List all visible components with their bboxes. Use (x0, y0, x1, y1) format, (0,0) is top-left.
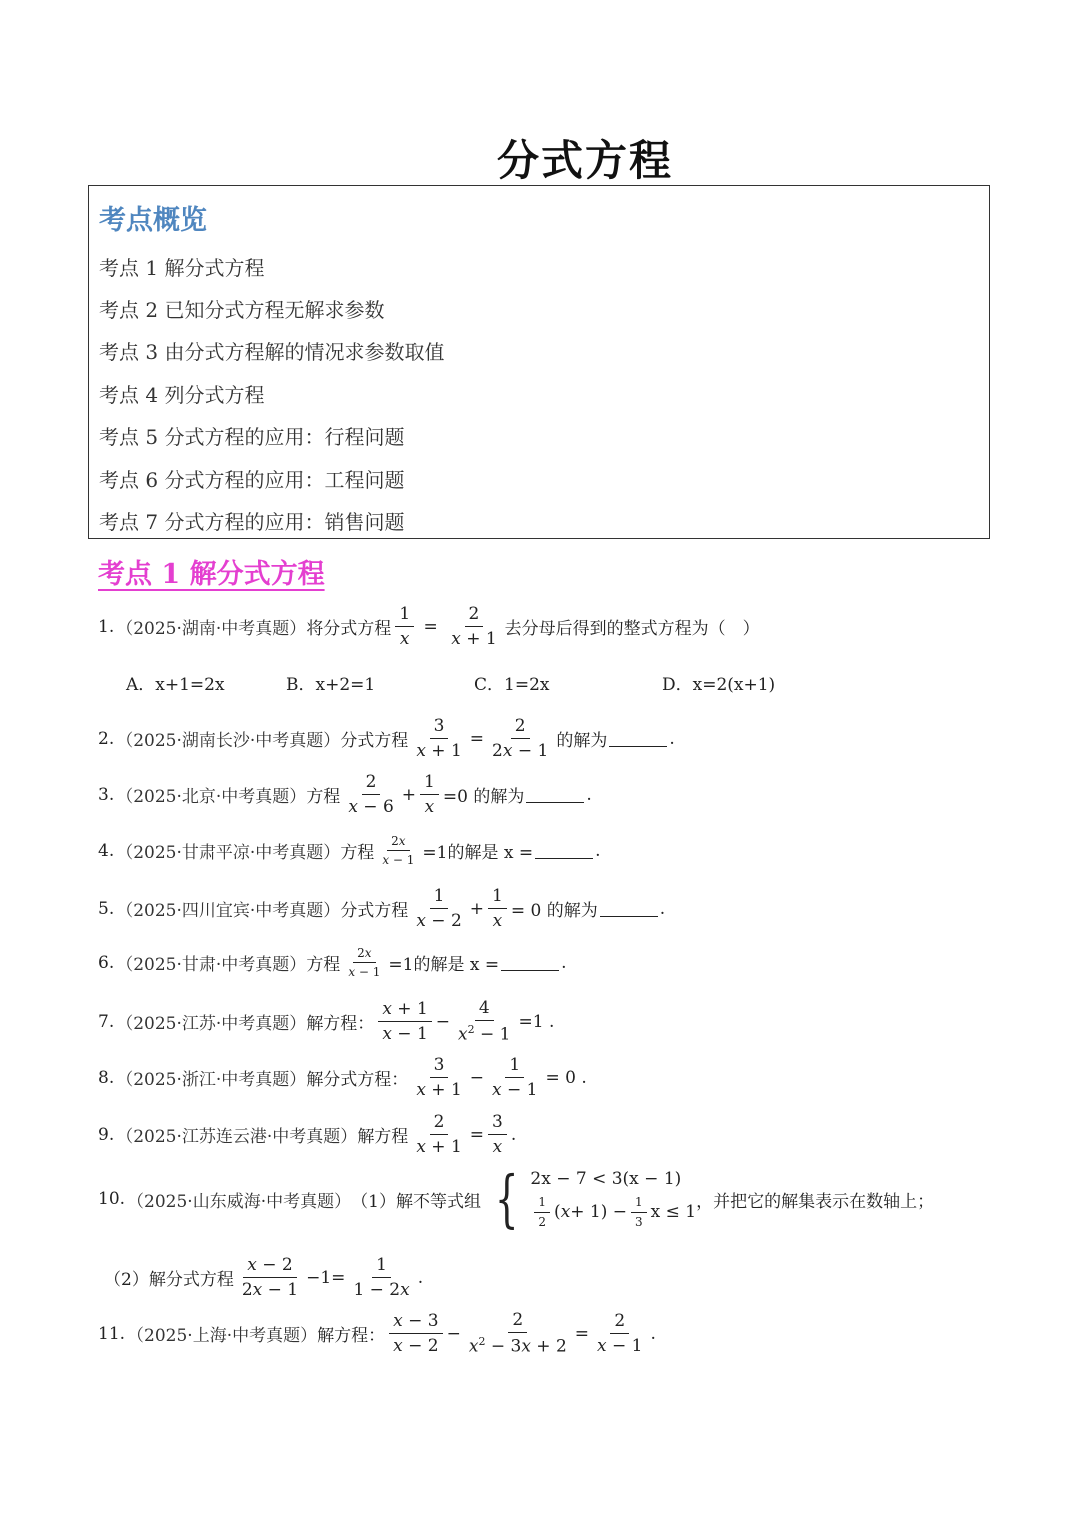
question-source: （2025·甘肃·中考真题） (116, 955, 307, 976)
question-7: 7. （2025·江苏·中考真题） 解方程： $\frac{x + 1}{x - 1}$ − $\frac{4}{x^2 - 1}$ =1 . (98, 998, 555, 1046)
fraction: $\frac{4}{x^2 - 1}$ (458, 998, 511, 1046)
overview-item: 考点 2 已知分式方程无解求参数 (99, 298, 385, 322)
fraction: $\frac{x - 3}{x - 2}$ (389, 1311, 442, 1357)
question-4: 4. （2025·甘肃平凉·中考真题） 方程 $\frac{2x}{x - 1}$ =1的解是 x = . (98, 834, 601, 868)
fraction: $\frac{1}{x}$ (420, 772, 439, 818)
fraction: $\frac{2}{x - 6}$ (348, 772, 394, 818)
fraction: $\frac{x + 1}{x - 1}$ (378, 999, 431, 1045)
question-source: （2025·江苏连云港·中考真题） (116, 1127, 358, 1148)
question-2: 2. （2025·湖南长沙·中考真题） 分式方程 $\frac{3}{x + 1}$ = $\frac{2}{2x - 1}$ 的解为 . (98, 716, 675, 762)
fraction: $\frac{1}{1 - 2x}$ (353, 1255, 410, 1301)
question-text: ，并把它的解集表示在数轴上； (696, 1191, 935, 1212)
question-source: （2025·湖南·中考真题） (116, 619, 307, 640)
fraction: $\frac{2}{x^2 - 3x + 2}$ (468, 1310, 567, 1358)
question-source: （2025·上海·中考真题） (127, 1326, 318, 1347)
fraction: $\frac{2}{2x - 1}$ (492, 716, 549, 762)
question-text: 方程 (306, 787, 341, 808)
question-text: 解方程： (306, 1014, 375, 1035)
question-text: （1）解不等式组 (351, 1191, 481, 1212)
inequality-1: 2x − 7 < 3(x − 1) (530, 1169, 682, 1190)
page-title: 分式方程 (496, 136, 673, 185)
question-8: 8. （2025·浙江·中考真题） 解分式方程： $\frac{3}{x + 1}$ − $\frac{1}{x - 1}$ = 0 . (98, 1055, 587, 1101)
inequality-2-tail: x ≤ 1 (650, 1202, 697, 1222)
section-heading: 考点 1 解分式方程 (98, 559, 325, 590)
question-number: 4. (98, 840, 115, 861)
question-number: 11. (98, 1323, 126, 1344)
fraction: $\frac{3}{x}$ (488, 1112, 507, 1158)
fraction: $\frac{1}{x - 1}$ (492, 1055, 538, 1101)
question-text: 的解为 (556, 731, 608, 752)
question-text: =0 的解为 (442, 787, 525, 808)
question-text: =1的解是 x = (422, 843, 534, 864)
choice-b: B．x+2=1 (286, 675, 376, 695)
question-source: （2025·四川宜宾·中考真题） (116, 901, 341, 922)
overview-item: 考点 7 分式方程的应用：销售问题 (99, 510, 405, 534)
question-text: = 0 的解为 (510, 901, 598, 922)
question-1: 1. （2025·湖南·中考真题） 将分式方程 $\frac{1}{x}$ = $\frac{2}{x + 1}$ 去分母后得到的整式方程为（ ） (98, 604, 760, 650)
question-text: 解方程 (357, 1127, 409, 1148)
fraction: $\frac{2}{x + 1}$ (416, 1112, 462, 1158)
overview-heading: 考点概览 (99, 205, 207, 236)
answer-blank (535, 842, 593, 859)
choice-a: A．x+1=2x (126, 675, 225, 695)
fraction: $\frac{1}{x}$ (395, 604, 414, 650)
question-source: （2025·甘肃平凉·中考真题） (116, 843, 341, 864)
overview-item: 考点 3 由分式方程解的情况求参数取值 (99, 340, 445, 364)
overview-item: 考点 5 分式方程的应用：行程问题 (99, 425, 405, 449)
question-text: 解分式方程： (306, 1070, 409, 1091)
fraction: $\frac{1}{x}$ (488, 886, 507, 932)
question-text: 分式方程 (340, 731, 409, 752)
question-text: 解方程： (317, 1326, 386, 1347)
question-5: 5. （2025·四川宜宾·中考真题） 分式方程 $\frac{1}{x - 2}$ + $\frac{1}{x}$ = 0 的解为 . (98, 886, 666, 932)
question-number: 8. (98, 1067, 115, 1088)
answer-blank (526, 786, 584, 803)
question-text: 方程 (306, 955, 341, 976)
answer-blank (501, 954, 559, 971)
question-source: （2025·江苏·中考真题） (116, 1014, 307, 1035)
answer-blank (609, 730, 667, 747)
question-10 (98, 1162, 935, 1235)
fraction: $\frac{2x}{x - 1}$ (348, 946, 381, 980)
fraction: $\frac{x - 2}{2x - 1}$ (241, 1255, 299, 1301)
fraction: $\frac{3}{x + 1}$ (416, 716, 462, 762)
inequality-2: $\frac{1}{2}$ ( x + 1) − $\frac{1}{3}$ x ≤ 1 (530, 1195, 696, 1229)
choice-d: D．x=2(x+1) (662, 675, 776, 695)
question-text: =1的解是 x = (388, 955, 500, 976)
fraction: $\frac{2}{x + 1}$ (451, 604, 497, 650)
question-source: （2025·浙江·中考真题） (116, 1070, 307, 1091)
question-text: 将分式方程 (306, 619, 392, 640)
question-number: 6. (98, 952, 115, 973)
question-source: （2025·湖南长沙·中考真题） (116, 731, 341, 752)
question-number: 7. (98, 1011, 115, 1032)
question-text: . (417, 1267, 424, 1288)
overview-item: 考点 4 列分式方程 (99, 383, 265, 407)
question-text: . (510, 1124, 517, 1145)
question-source: （2025·北京·中考真题） (116, 787, 307, 808)
question-text: 方程 (340, 843, 375, 864)
fraction: $\frac{3}{x + 1}$ (416, 1055, 462, 1101)
choice-c: C．1=2x (474, 675, 550, 695)
question-text: 分式方程 (340, 901, 409, 922)
answer-blank (600, 900, 658, 917)
question-3: 3. （2025·北京·中考真题） 方程 $\frac{2}{x - 6}$ + $\frac{1}{x}$ =0 的解为 . (98, 772, 592, 818)
question-10-part-2: （2）解分式方程 $\frac{x - 2}{2x - 1}$ −1= $\frac{1}{1 - 2x}$ . (104, 1255, 424, 1301)
question-9: 9. （2025·江苏连云港·中考真题） 解方程 $\frac{2}{x + 1}$ = $\frac{3}{x}$ . (98, 1112, 517, 1158)
question-number: 5. (98, 898, 115, 919)
question-number: 10. (98, 1189, 126, 1209)
question-11: 11. （2025·上海·中考真题） 解方程： $\frac{x - 3}{x - 2}$ − $\frac{2}{x^2 - 3x + 2}$ = $\frac{2}{x - 1}$ . (98, 1310, 656, 1358)
fraction: $\frac{2}{x - 1}$ (597, 1310, 643, 1357)
question-6: 6. （2025·甘肃·中考真题） 方程 $\frac{2x}{x - 1}$ =1的解是 x = . (98, 946, 567, 980)
question-source: （2025·山东威海·中考真题） (127, 1191, 352, 1212)
question-number: 9. (98, 1124, 115, 1145)
question-number: 1. (98, 616, 115, 637)
fraction: $\frac{2x}{x - 1}$ (382, 834, 415, 868)
fraction: $\frac{1}{x - 2}$ (416, 886, 462, 932)
question-number: 3. (98, 784, 115, 805)
inequality-system: { 2x − 7 < 3(x − 1) $\frac{1}{2}$ ( x + 1) − $\frac{1}{3}$ x ≤ 1 (494, 1162, 697, 1235)
overview-item: 考点 6 分式方程的应用：工程问题 (99, 468, 405, 492)
question-text: . (650, 1323, 656, 1344)
question-text: = 0 . (545, 1067, 587, 1088)
overview-item: 考点 1 解分式方程 (99, 256, 265, 280)
question-text: =1 . (518, 1011, 555, 1032)
question-number: 2. (98, 728, 115, 749)
question-text: 去分母后得到的整式方程为（ ） (504, 619, 760, 640)
question-text: （2）解分式方程 (104, 1270, 234, 1291)
overview-box (88, 185, 990, 539)
